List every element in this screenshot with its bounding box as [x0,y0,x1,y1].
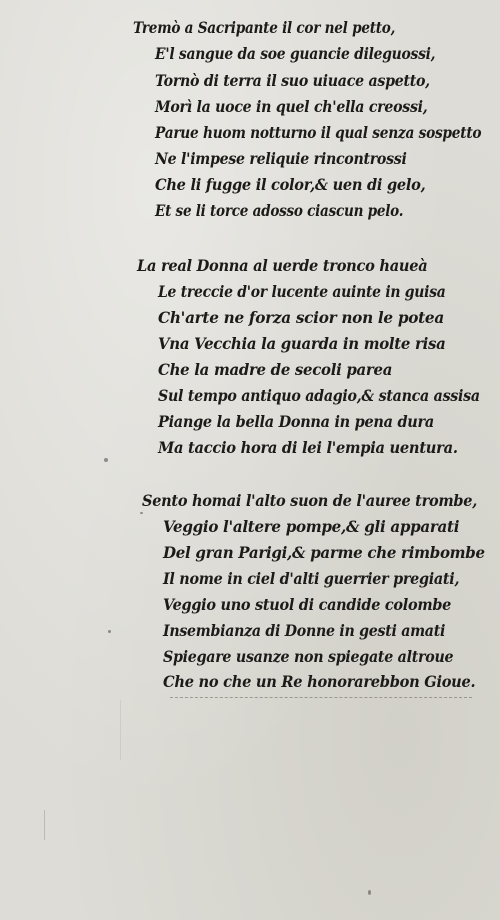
verse-line: Che la madre de secoli parea [158,360,393,379]
page-crease [44,810,45,840]
verse-line: La real Donna al uerde tronco haueà [137,256,428,275]
bottom-rule [170,697,472,698]
page-crease [120,700,121,760]
verse-line: Parue huom notturno il qual senza sospetto [155,123,482,142]
ink-speck [140,512,143,514]
verse-line: Veggio uno stuol di candide colombe [163,595,452,614]
verse-line: Il nome in ciel d'alti guerrier pregiati, [163,569,460,588]
verse-line: Tremò a Sacripante il cor nel petto, [133,18,396,37]
verse-line: Et se li torce adosso ciascun pelo. [155,201,404,220]
verse-line: Ma taccio hora di lei l'empia uentura. [158,438,458,457]
verse-line: Sento homai l'alto suon de l'auree trombe, [142,491,478,510]
ink-speck [368,890,371,895]
verse-line: Le treccie d'or lucente auinte in guisa [158,282,446,301]
verse-line: Veggio l'altere pompe,& gli apparati [163,517,460,536]
verse-line: E'l sangue da soe guancie dileguossi, [155,44,436,63]
verse-line: Tornò di terra il suo uiuace aspetto, [155,71,430,90]
ink-speck [104,458,108,462]
ink-speck [108,630,111,633]
verse-line: Insembianza di Donne in gesti amati [163,621,446,640]
verse-line: Piange la bella Donna in pena dura [158,412,434,431]
verse-line: Del gran Parigi,& parme che rimbombe [163,543,485,562]
verse-line: Sul tempo antiquo adagio,& stanca assisa [158,386,480,405]
verse-line: Morì la uoce in quel ch'ella creossi, [155,97,428,116]
verse-line: Che li fugge il color,& uen di gelo, [155,175,426,194]
verse-line: Spiegare usanze non spiegate altroue [163,647,454,666]
verse-line: Che no che un Re honorarebbon Gioue. [163,672,476,691]
verse-line: Vna Vecchia la guarda in molte risa [158,334,446,353]
verse-line: Ne l'impese reliquie rincontrossi [155,149,407,168]
verse-line: Ch'arte ne forza scior non le potea [158,308,444,327]
